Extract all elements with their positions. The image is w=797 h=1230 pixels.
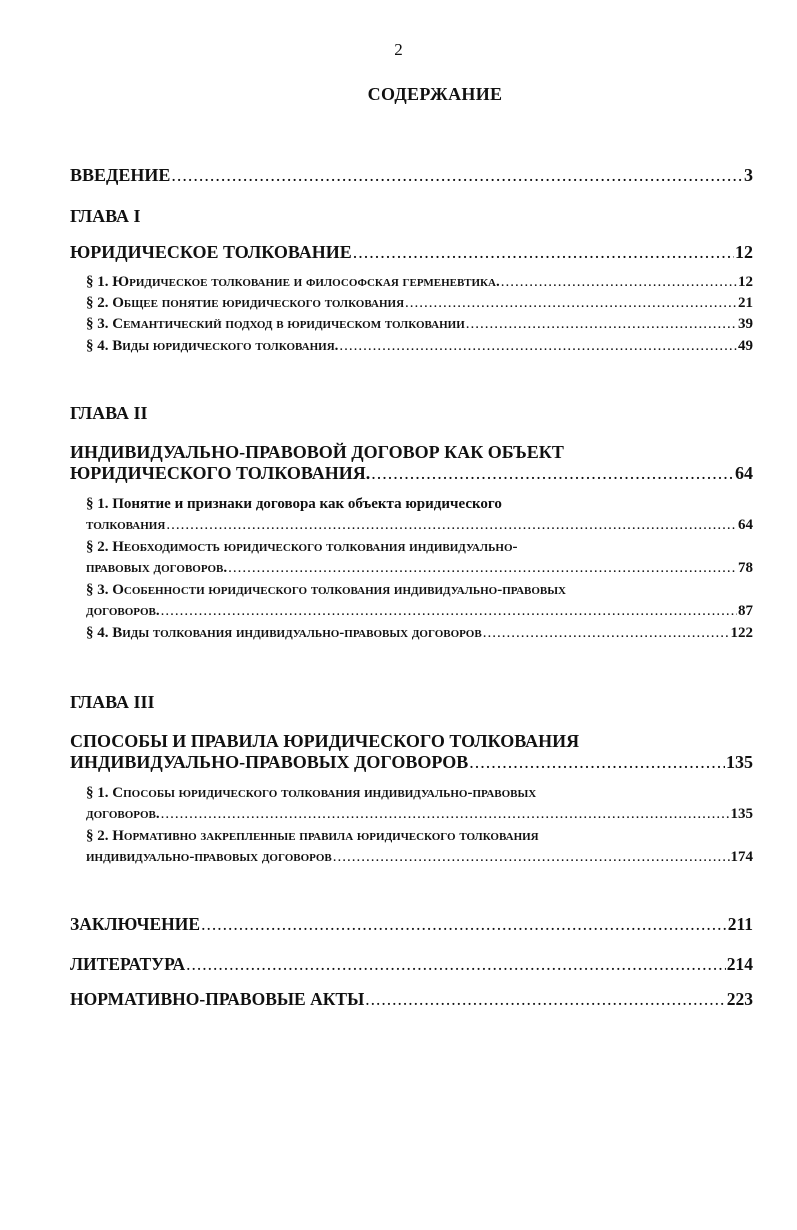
toc-entry-section-3-1[interactable]: договоров. ..... 135 [86,804,753,825]
dot-leader [371,462,734,484]
dot-leader [186,953,726,975]
dot-leader [171,164,743,186]
dot-leader [483,623,730,644]
toc-entry-chapter-2[interactable]: ЮРИДИЧЕСКОГО ТОЛКОВАНИЯ. ..... 64 [70,462,753,484]
chapter-2-title-line1: ИНДИВИДУАЛЬНО-ПРАВОВОЙ ДОГОВОР КАК ОБЪЕКТ [70,442,564,462]
toc-entry-section-1-1[interactable]: § 1. Юридическое толкование и философская герменевтика. ..... 12 [86,272,753,293]
dot-leader [365,988,725,1010]
chapter-1-label: ГЛАВА I [70,206,141,226]
toc-entry-section-1-4[interactable]: § 4. Виды юридического толкования. ..... 49 [86,336,753,357]
toc-entry-conclusion[interactable]: ЗАКЛЮЧЕНИЕ ..... 211 [70,913,753,935]
toc-entry-section-1-2[interactable]: § 2. Общее понятие юридического толкования ..... 21 [86,293,753,314]
chapter-2-label: ГЛАВА II [70,403,148,423]
chapter-3-title-line1: СПОСОБЫ И ПРАВИЛА ЮРИДИЧЕСКОГО ТОЛКОВАНИЯ [70,731,580,751]
dot-leader [353,241,734,263]
toc-entry-section-3-2[interactable]: индивидуально-правовых договоров ..... 174 [86,847,753,868]
toc-entry-chapter-1[interactable]: ЮРИДИЧЕСКОЕ ТОЛКОВАНИЕ ..... 12 [70,241,753,263]
toc-entry-introduction[interactable]: ВВЕДЕНИЕ ..... 3 [70,164,753,186]
dot-leader [166,515,737,536]
toc-entry-literature[interactable]: ЛИТЕРАТУРА ..... 214 [70,953,753,975]
page-number: 2 [394,40,403,59]
toc-entry-section-2-2[interactable]: правовых договоров. ..... 78 [86,558,753,579]
toc-entry-section-2-4[interactable]: § 4. Виды толкования индивидуально-правовых договоров ..... 122 [86,623,753,644]
dot-leader [469,751,725,773]
dot-leader [466,314,737,335]
dot-leader [339,336,737,357]
toc-entry-section-1-3[interactable]: § 3. Семантический подход в юридическом толковании ..... 39 [86,314,753,335]
section-3-1-line1: § 1. Способы юридического толкования индивидуально-правовых [86,785,537,801]
dot-leader [228,558,737,579]
dot-leader [161,804,730,825]
toc-entry-legal-acts[interactable]: НОРМАТИВНО-ПРАВОВЫЕ АКТЫ ..... 223 [70,988,753,1010]
section-2-1-line1: § 1. Понятие и признаки договора как объекта юридического [86,496,502,512]
chapter-3-label: ГЛАВА III [70,692,155,712]
dot-leader [333,847,730,868]
section-3-2-line1: § 2. Нормативно закрепленные правила юридического толкования [86,828,539,844]
dot-leader [201,913,727,935]
toc-entry-section-2-1[interactable]: толкования ..... 64 [86,515,753,536]
toc-title: СОДЕРЖАНИЕ [367,84,503,104]
section-2-3-line1: § 3. Особенности юридического толкования индивидуально-правовых [86,582,567,598]
dot-leader [161,601,737,622]
dot-leader [501,272,737,293]
dot-leader [405,293,737,314]
toc-entry-section-2-3[interactable]: договоров. ..... 87 [86,601,753,622]
section-2-2-line1: § 2. Необходимость юридического толкования индивидуально- [86,539,518,555]
toc-entry-chapter-3[interactable]: ИНДИВИДУАЛЬНО-ПРАВОВЫХ ДОГОВОРОВ ..... 135 [70,751,753,773]
